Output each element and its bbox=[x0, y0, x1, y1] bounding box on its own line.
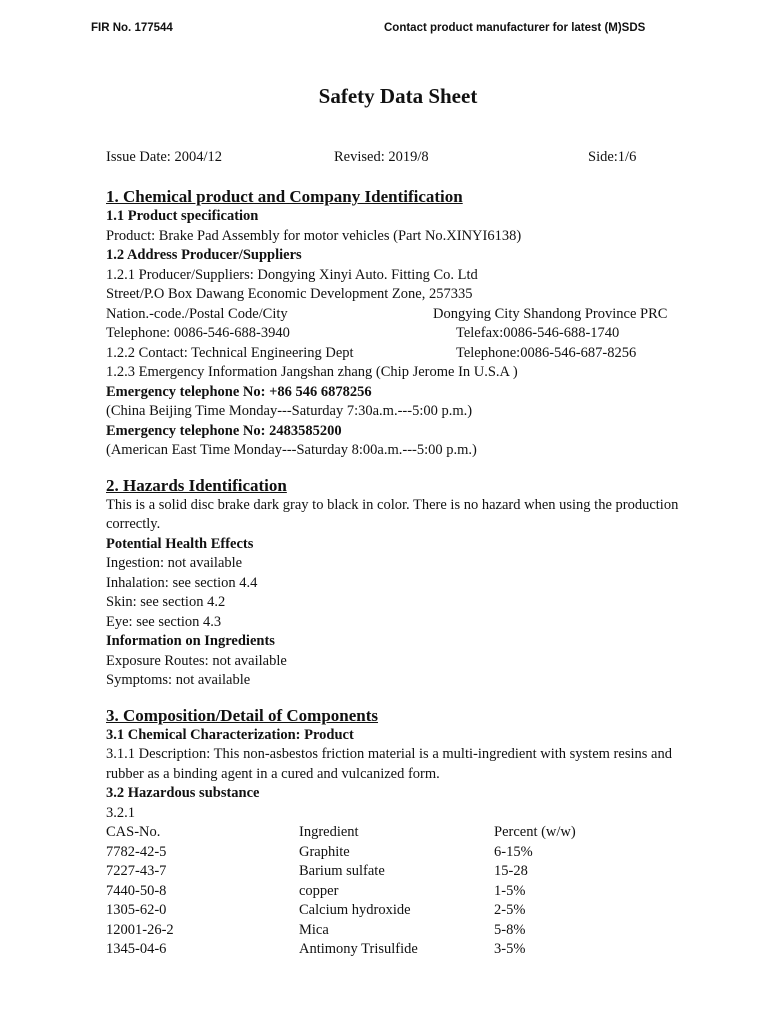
ingredients-info-heading: Information on Ingredients bbox=[106, 633, 275, 649]
page-side: Side:1/6 bbox=[588, 149, 637, 165]
cas-number: 7440-50-8 bbox=[106, 882, 167, 899]
telephone-line bbox=[106, 324, 696, 344]
producer-line: 1.2.1 Producer/Suppliers: Dongying Xinyi Auto. Fitting Co. Ltd bbox=[106, 266, 478, 283]
section-1-heading: 1. Chemical product and Company Identification bbox=[106, 187, 463, 206]
composition-description: 3.1.1 Description: This non-asbestos friction material is a multi-ingredient with system resins and rubber as a binding agent in a cured and vulcanized form. bbox=[106, 746, 672, 782]
telephone: Telephone: 0086-546-688-3940 bbox=[106, 325, 290, 341]
us-hours: (American East Time Monday---Saturday 8:00a.m.---5:00 p.m.) bbox=[106, 442, 477, 458]
ingredient-name: copper bbox=[299, 882, 339, 899]
ingredient-percent: 1-5% bbox=[494, 882, 526, 899]
cas-number: 7782-42-5 bbox=[106, 843, 167, 860]
ingredient-name: Barium sulfate bbox=[299, 863, 385, 879]
table-row bbox=[106, 843, 696, 863]
product-spec-heading: 1.1 Product specification bbox=[106, 208, 259, 224]
eye-line: Eye: see section 4.3 bbox=[106, 613, 222, 630]
ingredient-name: Graphite bbox=[299, 843, 350, 860]
ingredient-percent: 3-5% bbox=[494, 941, 526, 957]
ingredient-percent: 2-5% bbox=[494, 902, 526, 918]
contact-notice: Contact product manufacturer for latest (M)SDS bbox=[384, 22, 646, 34]
table-row bbox=[106, 882, 696, 902]
ingredient-name: Antimony Trisulfide bbox=[299, 941, 418, 957]
column-header: Ingredient bbox=[299, 824, 359, 840]
subsection-321: 3.2.1 bbox=[106, 804, 135, 821]
contact-telephone: Telephone:0086-546-687-8256 bbox=[456, 344, 637, 361]
table-row bbox=[106, 862, 696, 882]
address-heading: 1.2 Address Producer/Suppliers bbox=[106, 247, 302, 263]
street-line: Street/P.O Box Dawang Economic Development Zone, 257335 bbox=[106, 286, 473, 302]
section-3-heading: 3. Composition/Detail of Components bbox=[106, 705, 379, 725]
product-line: Product: Brake Pad Assembly for motor vehicles (Part No.XINYI6138) bbox=[106, 227, 522, 244]
emergency-telephone-2: Emergency telephone No: 2483585200 bbox=[106, 422, 342, 439]
contact-line bbox=[106, 344, 696, 364]
section-2-heading: 2. Hazards Identification bbox=[106, 475, 287, 495]
page-title: Safety Data Sheet bbox=[318, 84, 478, 108]
ingredient-percent: 5-8% bbox=[494, 921, 526, 938]
document-body bbox=[106, 186, 696, 960]
inhalation-line: Inhalation: see section 4.4 bbox=[106, 574, 258, 591]
issue-date: Issue Date: 2004/12 bbox=[106, 149, 222, 165]
table-row bbox=[106, 921, 696, 941]
nation-line bbox=[106, 305, 696, 325]
ingredient-percent: 6-15% bbox=[494, 843, 533, 860]
symptoms-line: Symptoms: not available bbox=[106, 672, 251, 688]
table-row bbox=[106, 901, 696, 921]
table-row bbox=[106, 940, 696, 960]
emergency-info-line: 1.2.3 Emergency Information Jangshan zhang (Chip Jerome In U.S.A ) bbox=[106, 364, 518, 380]
column-header: Percent (w/w) bbox=[494, 824, 576, 840]
ingredient-name: Calcium hydroxide bbox=[299, 902, 411, 918]
chemical-characterization-heading: 3.1 Chemical Characterization: Product bbox=[106, 726, 354, 743]
telefax: Telefax:0086-546-688-1740 bbox=[456, 325, 620, 341]
hazard-description: This is a solid disc brake dark gray to black in color. There is no hazard when using the production correctly. bbox=[106, 496, 679, 532]
table-header bbox=[106, 823, 696, 843]
ingredient-percent: 15-28 bbox=[494, 863, 528, 879]
cas-number: 7227-43-7 bbox=[106, 863, 167, 879]
column-header: CAS-No. bbox=[106, 824, 161, 840]
revised-date: Revised: 2019/8 bbox=[334, 149, 429, 165]
cas-number: 1305-62-0 bbox=[106, 902, 167, 918]
china-hours: (China Beijing Time Monday---Saturday 7:30a.m.---5:00 p.m.) bbox=[106, 403, 473, 419]
emergency-telephone-1: Emergency telephone No: +86 546 6878256 bbox=[106, 383, 372, 400]
ingestion-line: Ingestion: not available bbox=[106, 555, 243, 571]
fir-number: FIR No. 177544 bbox=[91, 22, 173, 34]
contact-dept: 1.2.2 Contact: Technical Engineering Dept bbox=[106, 344, 354, 361]
nation-label: Nation.-code./Postal Code/City bbox=[106, 305, 288, 322]
cas-number: 1345-04-6 bbox=[106, 941, 167, 957]
exposure-line: Exposure Routes: not available bbox=[106, 652, 287, 669]
ingredient-name: Mica bbox=[299, 921, 329, 938]
cas-number: 12001-26-2 bbox=[106, 921, 174, 938]
skin-line: Skin: see section 4.2 bbox=[106, 594, 226, 610]
city-value: Dongying City Shandong Province PRC bbox=[433, 305, 668, 322]
health-effects-heading: Potential Health Effects bbox=[106, 535, 254, 552]
hazardous-substance-heading: 3.2 Hazardous substance bbox=[106, 785, 260, 801]
